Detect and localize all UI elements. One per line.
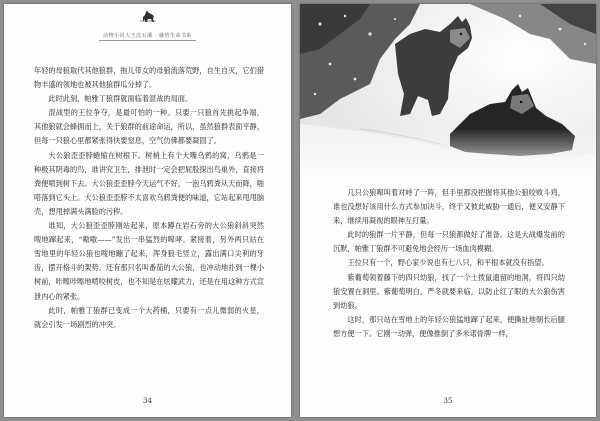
two-wolves-in-snow-illustration bbox=[300, 4, 596, 182]
paragraph: 此时此刻，帕雅丁狼群就面临着混战的局面。 bbox=[48, 94, 193, 104]
paragraph: 此时的狼群一片平静，但每一只狼都做好了准备。这是大战爆发前的沉默，帕雅丁狼群不可避免地会经历一场血肉模糊。 bbox=[333, 230, 565, 254]
page-number: 35 bbox=[443, 397, 453, 405]
paragraph: 年轻的母狼取代其他狼群，拖儿带女的母狼流落荒野，自生自灭，它们猎物丰盛的领地也被其他狼群瓜分掉了。 bbox=[34, 66, 265, 90]
paragraph: 混战型的王位争夺，是最可怕的一种。只要一只狼首先挑起争端，其他狼就会蜂拥而上，关于狼群的前途命运，所以，虽然狼群表面平静，但每一只狼心里都紧张得快要窒息，空气仿佛都要凝固了。 bbox=[34, 108, 265, 146]
page-number: 34 bbox=[143, 397, 152, 405]
howling-wolf-icon bbox=[139, 10, 157, 22]
right-page bbox=[300, 4, 596, 417]
paragraph: 大公狼歪歪脖蜷缩在树根下。树梢上有个大嘴乌鸦的窝，乌鸦是一种极其阴毒的鸟，谁讲究卫生，排泄时一定会把屁股探出鸟巢外，直接将粪便喷到树下去。大公狼歪歪脖今天运气不好，一泡乌鸦粪从天而降，啪嗒落到它头上。大公狼歪歪脖不太喜欢乌鸦粪便的味道，它站起来甩甩脑壳，想甩掉满头满脸的污秽。 bbox=[34, 150, 265, 216]
paragraph: 此时，帕雅丁狼群已变成一个大药桶，只要有一点儿微弱的火星，就会引发一场剧烈的冲突。 bbox=[34, 305, 264, 329]
paragraph: 紫葡萄领着藤下的四只幼狼，找了一个土拨鼠遗留的地洞，将四只幼狼安置在洞里。紫葡萄明白，严冬就要来临，以防止红了眼的大公狼伤害到幼狼。 bbox=[333, 272, 565, 310]
right-page-text bbox=[333, 186, 565, 341]
paragraph: 这时，那只站在雪地上的年轻公狼猛地蹿了起来，便撕扯地朝长后腿想方便一下。它刚一动弹，便像推倒了多米诺骨牌一样， bbox=[333, 314, 565, 338]
left-page-text bbox=[34, 64, 264, 332]
series-title: 动物小说大王沈石溪 · 感悟生命书系 bbox=[99, 32, 196, 41]
paragraph: 几只公狼嗥叫着对峙了一阵，但手里都没把握将其他公狼咬败斗鸡，谁也没想好该用什么方式参加决斗，终于又彼此威胁一通后，便又安静下来，继续用凝视的眼神互打量。 bbox=[333, 188, 565, 226]
page-header bbox=[4, 10, 291, 41]
left-page bbox=[4, 4, 291, 417]
paragraph: 王位只有一个，野心家少说也有七八只，和平根本就没有指望。 bbox=[347, 258, 549, 268]
paragraph: 谁知，大公狼歪歪脖刚站起来，原本蹲在岩石旁的大公狼斜斜突然嗖地蹿起来，“嗷嗷——”发出一串猛烈的嗥哮。紧接着，另外两只站在雪地里的年轻公狼也嗖地蹦了起来，浑身狼毛竖立，露出满口尖利的牙齿，摆开格斗的架势。还有那只名叫番茄的大公狼，也冲动地扑到一棵小树前，咔嚓咔嚓地啃咬树皮，也不知是在炫耀武力，还是在用这种方式宣泄内心的紧张。 bbox=[34, 221, 265, 301]
